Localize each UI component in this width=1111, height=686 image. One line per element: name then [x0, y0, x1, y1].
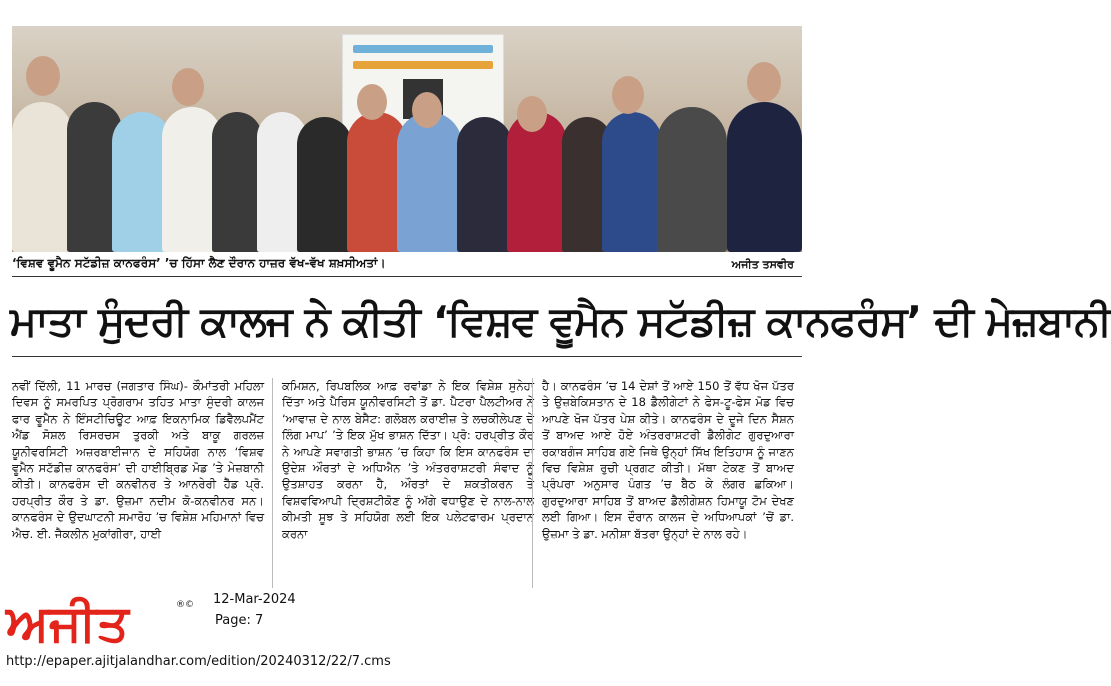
- article-headline: ਮਾਤਾ ਸੁੰਦਰੀ ਕਾਲਜ ਨੇ ਕੀਤੀ ‘ਵਿਸ਼ਵ ਵੂਮੈਨ ਸਟੱਡੀਜ਼ ਕਾਨਫਰੰਸ’ ਦੀ ਮੇਜ਼ਬਾਨੀ: [10, 297, 1111, 345]
- article-column-2: ਕਮਿਸ਼ਨ, ਰਿਪਬਲਿਕ ਆਫ਼ ਰਵਾਂਡਾ ਨੇ ਇਕ ਵਿਸ਼ੇਸ਼ ਸੁਨੇਹਾ ਦਿੱਤਾ ਅਤੇ ਪੈਰਿਸ ਯੂਨੀਵਰਸਿਟੀ ਤੋਂ ਡਾ. ਪੈਟਰਾ ਪੈਲਟੀਅਰ ਨੇ ‘ਆਵਾਜ਼ ਦੇ ਨਾਲ ਬੇਸੈਟ: ਗਲੋਬਲ ਕਰਾਈਜ਼ ਤੇ ਲਚਕੀਲੇਪਣ ਦੇ ਲਿੰਗ ਮਾਪ’ ’ਤੇ ਇਕ ਮੁੱਖ ਭਾਸ਼ਨ ਦਿੱਤਾ। ਪ੍ਰੋ: ਹਰਪ੍ਰੀਤ ਕੌਰ ਨੇ ਆਪਣੇ ਸਵਾਗਤੀ ਭਾਸ਼ਨ ’ਚ ਕਿਹਾ ਕਿ ਇਸ ਕਾਨਫਰੰਸ ਦਾ ਉਦੇਸ਼ ਔਰਤਾਂ ਦੇ ਅਧਿਐਨ ’ਤੇ ਅੰਤਰਰਾਸ਼ਟਰੀ ਸੰਵਾਦ ਨੂੰ ਉਤਸ਼ਾਹਤ ਕਰਨਾ ਹੈ, ਔਰਤਾਂ ਦੇ ਸ਼ਕਤੀਕਰਨ ਤੇ ਵਿਸ਼ਵਵਿਆਪੀ ਦ੍ਰਿਸ਼ਟੀਕੋਣ ਨੂੰ ਅੱਗੇ ਵਧਾਉਣ ਦੇ ਨਾਲ-ਨਾਲ ਕੀਮਤੀ ਸੂਝ ਤੇ ਸਹਿਯੋਗ ਲਈ ਇਕ ਪਲੇਟਫਾਰਮ ਪ੍ਰਦਾਨ ਕਰਨਾ: [282, 379, 534, 541]
- edition-date: 12-Mar-2024: [213, 592, 296, 607]
- event-photo: [12, 26, 802, 252]
- photo-caption: ‘ਵਿਸ਼ਵ ਵੂਮੈਨ ਸਟੱਡੀਜ਼ ਕਾਨਫਰੰਸ’ ’ਚ ਹਿੱਸਾ ਲੈਣ ਦੌਰਾਨ ਹਾਜ਼ਰ ਵੱਖ-ਵੱਖ ਸ਼ਖ਼ਸੀਅਤਾਂ।: [12, 256, 386, 270]
- article-column-1: ਨਵੀਂ ਦਿੱਲੀ, 11 ਮਾਰਚ (ਜਗਤਾਰ ਸਿੰਘ)- ਕੌਮਾਂਤਰੀ ਮਹਿਲਾ ਦਿਵਸ ਨੂੰ ਸਮਰਪਿਤ ਪ੍ਰੋਗਰਾਮ ਤਹਿਤ ਮਾਤਾ ਸੁੰਦਰੀ ਕਾਲਜ ਫਾਰ ਵੂਮੈਨ ਨੇ ਇੰਸਟੀਚਿਊਟ ਆਫ਼ ਇਕਨਾਮਿਕ ਡਿਵੈਲਪਮੈਂਟ ਐਂਡ ਸੋਸ਼ਲ ਰਿਸਰਚਸ ਤੁਰਕੀ ਅਤੇ ਬਾਕੂ ਗਰਲਜ਼ ਯੂਨੀਵਰਸਿਟੀ ਅਜ਼ਰਬਾਈਜਾਨ ਦੇ ਸਹਿਯੋਗ ਨਾਲ ‘ਵਿਸ਼ਵ ਵੂਮੈਨ ਸਟੱਡੀਜ਼ ਕਾਨਫਰੰਸ’ ਦੀ ਹਾਈਬ੍ਰਿਡ ਮੋਡ ’ਤੇ ਮੇਜ਼ਬਾਨੀ ਕੀਤੀ। ਕਾਨਫਰੰਸ ਦੀ ਕਨਵੀਨਰ ਤੇ ਆਨਰੇਰੀ ਹੈੱਡ ਪ੍ਰੋ. ਹਰਪ੍ਰੀਤ ਕੌਰ ਤੇ ਡਾ. ਉਜ਼ਮਾ ਨਦੀਮ ਕੋ-ਕਨਵੀਨਰ ਸਨ। ਕਾਨਫਰੰਸ ਦੇ ਉਦਘਾਟਨੀ ਸਮਾਰੋਹ ’ਚ ਵਿਸ਼ੇਸ਼ ਮਹਿਮਾਨਾਂ ਵਿਚ ਐਚ. ਈ. ਜੈਕਲੀਨ ਮੁਕਾਂਗੀਰਾ, ਹਾਈ: [12, 379, 264, 541]
- newspaper-logo: ਅਜੀਤ: [6, 594, 129, 652]
- photo-credit: ਅਜੀਤ ਤਸਵੀਰ: [731, 258, 794, 271]
- article-column-3: ਹੈ। ਕਾਨਫਰੰਸ ’ਚ 14 ਦੇਸ਼ਾਂ ਤੋਂ ਆਏ 150 ਤੋਂ ਵੱਧ ਖੋਜ ਪੱਤਰ ਤੇ ਉਜ਼ਬੇਕਿਸਤਾਨ ਦੇ 18 ਡੈਲੀਗੇਟਾਂ ਨੇ ਫੇਸ-ਟੂ-ਫੇਸ ਮੋਡ ਵਿਚ ਆਪਣੇ ਖੋਜ ਪੱਤਰ ਪੇਸ਼ ਕੀਤੇ। ਕਾਨਫਰੰਸ ਦੇ ਦੂਜੇ ਦਿਨ ਸੈਸ਼ਨ ਤੋਂ ਬਾਅਦ ਆਏ ਹੋਏ ਅੰਤਰਰਾਸ਼ਟਰੀ ਡੈਲੀਗੇਟ ਗੁਰਦੁਆਰਾ ਰਕਾਬਗੰਜ ਸਾਹਿਬ ਗਏ ਜਿਥੇ ਉਨ੍ਹਾਂ ਸਿੱਖ ਇਤਿਹਾਸ ਨੂੰ ਜਾਣਨ ਵਿਚ ਵਿਸ਼ੇਸ਼ ਰੁਚੀ ਪ੍ਰਗਟ ਕੀਤੀ। ਮੱਥਾ ਟੇਕਣ ਤੋਂ ਬਾਅਦ ਪ੍ਰੰਪਰਾ ਅਨੁਸਾਰ ਪੰਗਤ ’ਚ ਬੈਠ ਕੇ ਲੰਗਰ ਛਕਿਆ। ਗੁਰਦੁਆਰਾ ਸਾਹਿਬ ਤੋਂ ਬਾਅਦ ਡੈਲੀਗੇਸ਼ਨ ਹਿਮਾਯੂ ਟੋਮ ਦੇਖਣ ਲਈ ਗਿਆ। ਇਸ ਦੌਰਾਨ ਕਾਲਜ ਦੇ ਅਧਿਆਪਕਾਂ ’ਚੋਂ ਡਾ. ਉਜ਼ਮਾ ਤੇ ਡਾ. ਮਨੀਸ਼ਾ ਬੱਤਰਾ ਉਨ੍ਹਾਂ ਦੇ ਨਾਲ ਰਹੇ।: [542, 379, 794, 541]
- column-divider: [272, 378, 273, 588]
- source-url[interactable]: http://epaper.ajitjalandhar.com/edition/20240312/22/7.cms: [6, 654, 391, 669]
- column-divider: [532, 378, 533, 588]
- page-number: Page: 7: [215, 613, 264, 628]
- divider: [12, 356, 802, 357]
- divider: [12, 276, 802, 277]
- registered-mark: ®©: [176, 600, 194, 610]
